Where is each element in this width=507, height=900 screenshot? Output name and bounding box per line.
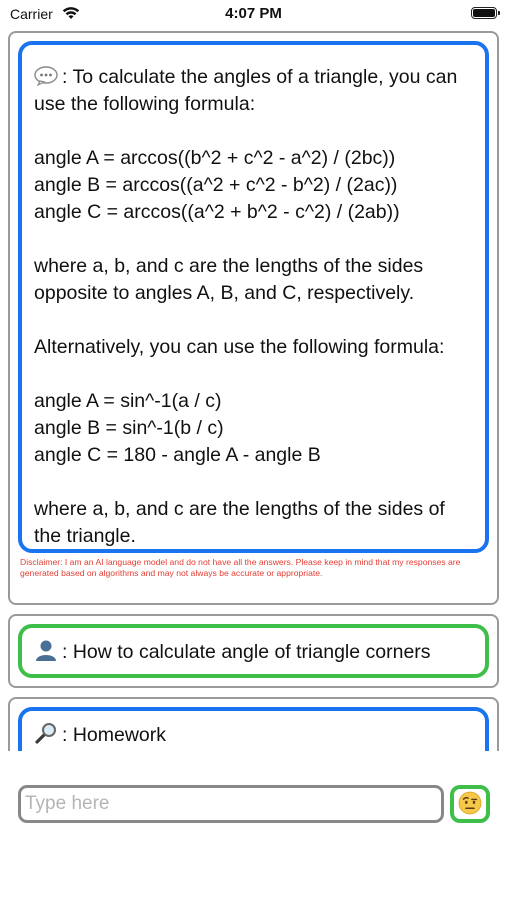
category-card xyxy=(8,697,499,751)
disclaimer-text: Disclaimer: I am an AI language model and do not have all the answers. Please keep in mind that my responses are generated based on algorithms and may not always be accurate or appropriate. xyxy=(20,557,461,578)
category-text: : Homework xyxy=(62,724,167,746)
battery-icon xyxy=(471,7,497,19)
status-bar xyxy=(0,0,507,28)
chat-list[interactable] xyxy=(0,31,507,751)
response-paragraph: where a, b, and c are the lengths of the sides of the triangle. xyxy=(34,498,445,547)
status-time: 4:07 PM xyxy=(225,5,282,22)
question-bubble xyxy=(18,624,489,678)
response-paragraph: where a, b, and c are the lengths of the sides opposite to angles A, B, and C, respectively. xyxy=(34,255,424,304)
message-input-box[interactable] xyxy=(18,785,444,823)
formula-line: angle C = 180 - angle A - angle B xyxy=(34,444,321,466)
formula-line: angle A = sin^-1(a / c) xyxy=(34,390,222,412)
formula-line: angle B = sin^-1(b / c) xyxy=(34,417,224,439)
speech-bubble-icon xyxy=(34,67,58,87)
response-text xyxy=(34,64,473,550)
formula-line: angle B = arccos((a^2 + c^2 - b^2) / (2ac)) xyxy=(34,174,398,196)
formula-line: angle A = arccos((b^2 + c^2 - a^2) / (2bc)) xyxy=(34,147,396,169)
magnifying-glass-icon xyxy=(34,725,58,745)
response-card xyxy=(8,31,499,605)
carrier-label: Carrier xyxy=(10,6,53,22)
category-bubble xyxy=(18,707,489,751)
question-text: : How to calculate angle of triangle corners xyxy=(62,641,431,663)
response-bubble xyxy=(18,41,489,553)
raised-eyebrow-face-icon xyxy=(458,791,482,818)
response-paragraph: Alternatively, you can use the following formula: xyxy=(34,336,445,358)
send-button[interactable] xyxy=(450,785,490,823)
formula-line: angle C = arccos((a^2 + b^2 - c^2) / (2ab)) xyxy=(34,201,400,223)
question-card xyxy=(8,614,499,688)
user-silhouette-icon xyxy=(34,642,58,662)
response-paragraph: : To calculate the angles of a triangle, you can use the following formula: xyxy=(34,66,458,115)
message-input[interactable] xyxy=(21,788,441,820)
